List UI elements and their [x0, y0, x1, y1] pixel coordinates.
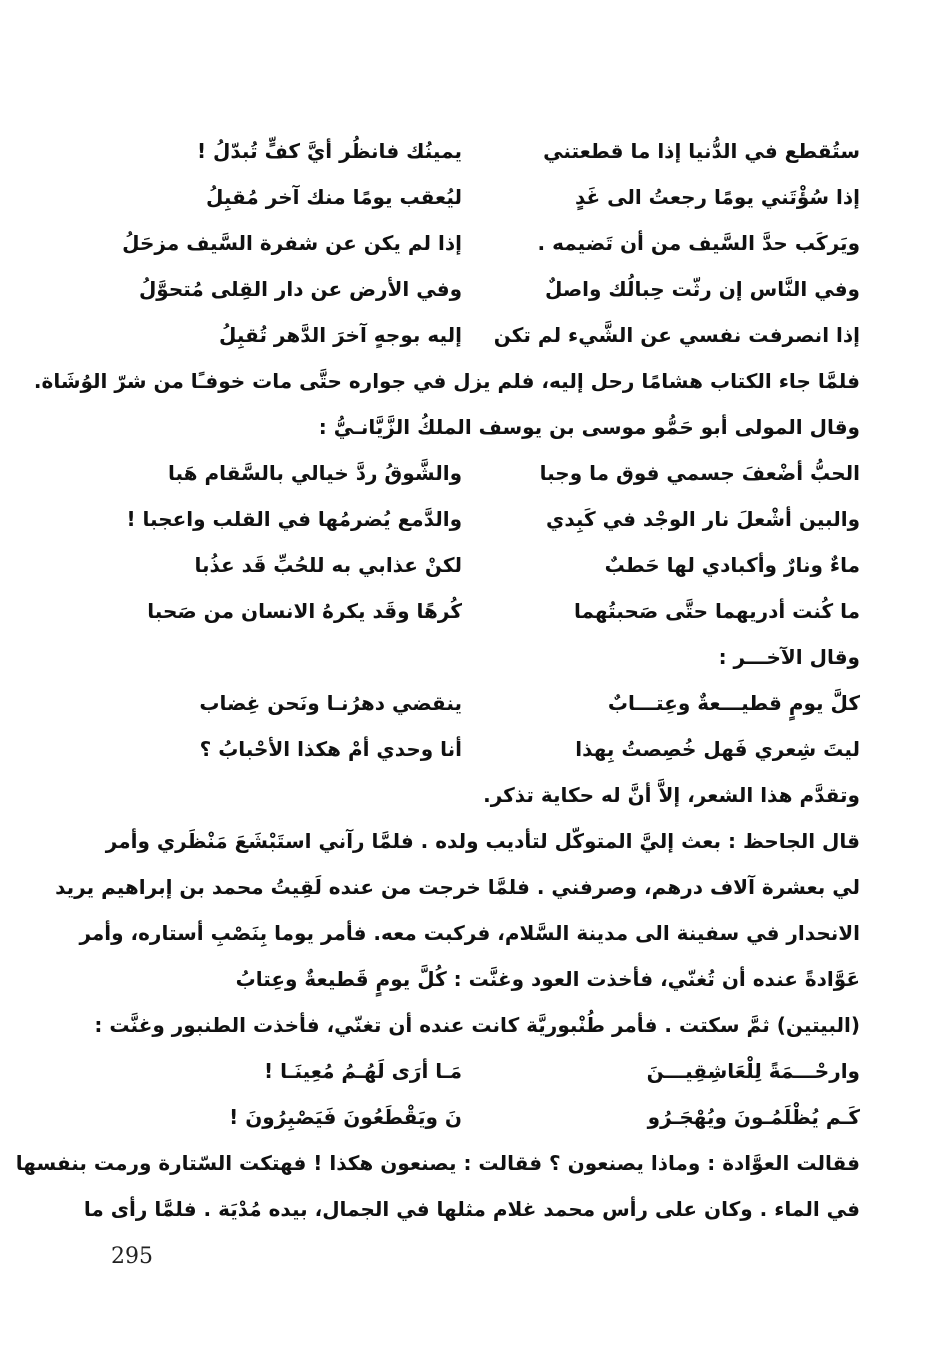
first-hemistich: ماءٌ ونارٌ وأكبادي لها حَطبٌ — [604, 553, 860, 577]
paragraph-line: لي بعشرة آلاف درهم، وصرفني . فلمَّا خرجت من عنده لَقِيتُ محمد بن إبراهيم يريد — [55, 875, 860, 899]
verse-line — [102, 542, 860, 588]
first-hemistich: كَـم يُظْلَمُـونَ ويُهْجَـرُو — [647, 1105, 860, 1129]
first-hemistich: الحبُّ أضْعفَ جسمي فوق ما وجبا — [539, 461, 860, 485]
paragraph-line: الانحدار في سفينة الى مدينة السَّلام، فركبت معه. فأمر يوما بِنَصْبِ أستاره، وأمر — [79, 921, 860, 945]
verse-line — [102, 312, 860, 358]
first-hemistich: وارحْـــمَةً لِلْعَاشِقِيـــنَ — [646, 1059, 860, 1083]
song-poem — [102, 1048, 860, 1140]
second-hemistich: مَـا أرَى لَهُـمُ مُعِينَـا ! — [264, 1059, 462, 1083]
verse-line — [102, 496, 860, 542]
first-hemistich: والبين أشْعلَ نار الوجْد في كَبِدي — [545, 507, 860, 531]
paragraph-line: في الماء . وكان على رأس محمد غلام مثلها في الجمال، بيده مُدْيَة . فلمَّا رأى ما — [83, 1197, 860, 1221]
prose-line: فلمَّا جاء الكتاب هشامًا رحل إليه، فلم يزل في جواره حتَّى مات خوفـًا من شرّ الوُشَاة. — [33, 369, 860, 393]
text-block — [15, 128, 860, 1232]
second-hemistich: نَ ويَقْطَعُونَ فَيَصْبِرُونَ ! — [229, 1105, 462, 1129]
closing-paragraph — [15, 1140, 860, 1232]
first-hemistich: وفي النَّاس إن رثّت حِبالُك واصلٌ — [544, 277, 860, 301]
verse-line — [102, 220, 860, 266]
second-hemistich: وفي الأرض عن دار القِلى مُتحوَّلُ — [138, 277, 462, 301]
paragraph-line: قال الجاحظ : بعث إليَّ المتوكّل لتأديب ولده . فلمَّا رآني استَبْشَعَ مَنْظَري وأمر — [105, 829, 860, 853]
first-hemistich: ليتَ شِعري فَهل خُصِصتُ بِهذا — [575, 737, 860, 761]
second-poem — [102, 450, 860, 634]
second-hemistich: يمينُك فانظُر أيَّ كفٍّ تُبدّلُ ! — [196, 139, 462, 163]
page-number: 295 — [111, 1244, 153, 1269]
verse-line — [102, 174, 860, 220]
jahiz-paragraph — [55, 818, 860, 1048]
first-hemistich: إذا انصرفت نفسي عن الشَّيء لم تكن — [493, 323, 860, 347]
third-poem — [102, 680, 860, 772]
prose-line: وقال المولى أبو حَمُّو موسى بن يوسف الملكُ الزَّيَّانـيُّ : — [318, 415, 860, 439]
second-hemistich: ليُعقب يومًا منك آخر مُقبِلُ — [206, 185, 462, 209]
first-hemistich: ويَركَب حدَّ السَّيف من أن تَضيمه . — [537, 231, 860, 255]
prose-line: وتقدَّم هذا الشعر، إلاَّ أنَّ له حكاية تذكر. — [483, 783, 860, 807]
verse-line — [102, 680, 860, 726]
second-hemistich: والدَّمع يُضرمُها في القلب واعجبا ! — [126, 507, 462, 531]
first-hemistich: كلَّ يومٍ قطيـــعةٌ وعِتـــابٌ — [607, 691, 860, 715]
paragraph-line: عَوَّادةً عنده أن تُغنّي، فأخذت العود وغنَّت : كُلَّ يومٍ قَطيعةٌ وعِتابُ — [235, 967, 860, 991]
verse-line — [102, 1048, 860, 1094]
paragraph-line: فقالت العوَّادة : وماذا يصنعون ؟ فقالت : يصنعون هكذا ! فهتكت السّتارة ورمت بنفسها — [15, 1151, 860, 1175]
verse-line — [102, 266, 860, 312]
second-hemistich: ينقضي دهرُنـا ونَحن غِضاب — [199, 691, 462, 715]
second-hemistich: إذا لم يكن عن شفرة السَّيف مزحَلُ — [122, 231, 462, 255]
first-hemistich: ما كُنت أدريهما حتَّى صَحبتُهما — [574, 599, 860, 623]
second-hemistich: إليه بوجهٍ آخرَ الدَّهر تُقبِلُ — [219, 323, 462, 347]
second-hemistich: أنا وحدي أمْ هكذا الأحْبابُ ؟ — [199, 737, 462, 761]
prose-line: وقال الآخـــر : — [718, 645, 860, 669]
first-hemistich: إذا سُؤْتَني يومًا رجعتُ الى غَدٍ — [574, 185, 860, 209]
second-hemistich: والشَّوقُ ردَّ خيالي بالسَّقام هَبا — [167, 461, 462, 485]
first-hemistich: ستُقطع في الدُّنيا إذا ما قطعتني — [543, 139, 860, 163]
verse-line — [102, 588, 860, 634]
verse-line — [102, 726, 860, 772]
second-hemistich: كُرهًا وقَد يكرهُ الانسان من صَحبا — [147, 599, 462, 623]
verse-line — [102, 128, 860, 174]
verse-line — [102, 450, 860, 496]
opening-poem — [102, 128, 860, 358]
second-hemistich: لكنْ عذابي به للحُبِّ قَد عذُبا — [194, 553, 462, 577]
paragraph-line: (البيتين) ثمَّ سكتت . فأمر طُنْبوريَّة كانت عنده أن تغنّي، فأخذت الطنبور وغنَّت : — [94, 1013, 860, 1037]
verse-line — [102, 1094, 860, 1140]
